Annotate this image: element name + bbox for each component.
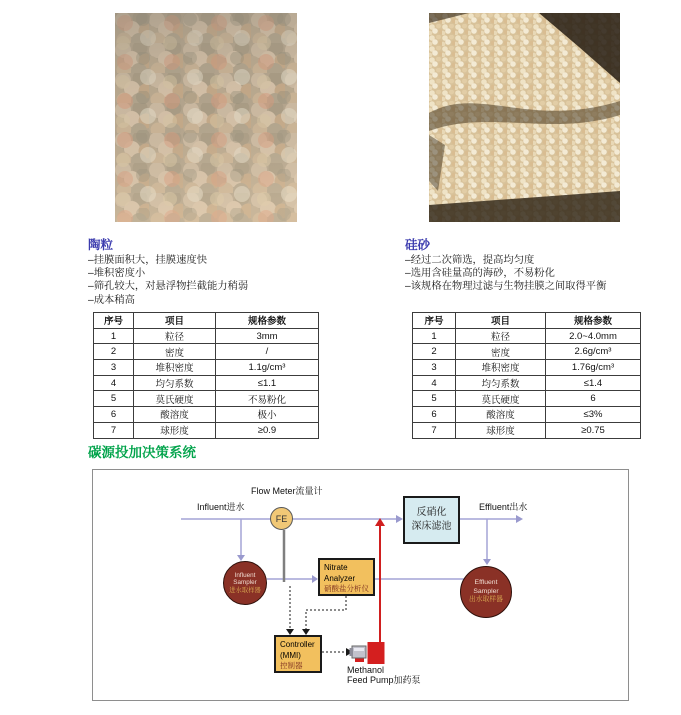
fe-text: FE [275,513,288,524]
analyzer-line-3: 硝酸盐分析仪 [324,584,369,593]
table-row: 6 酸溶度 ≤3% [413,407,641,423]
filter-line-1: 反硝化 [416,507,447,518]
denitrification-filter-box [403,496,460,544]
effluent-sampler-line-3: 出水取样器 [469,596,503,604]
ceramic-bullet-list [88,254,248,307]
col-header-item: 项目 [134,313,216,329]
table-row: 5 莫氏硬度 不易粉化 [94,391,319,407]
bullet-line: –挂膜面积大，挂膜速度快 [88,255,207,266]
silica-sand-photo [429,13,620,222]
effluent-sampler-node [460,566,512,618]
table-row: 5 莫氏硬度 6 [413,391,641,407]
ceramic-spec-table [93,312,319,439]
methanol-label-line-1: Methanol [347,665,385,675]
nitrate-analyzer-box [318,558,375,596]
table-row: 3 堆积密度 1.1g/cm³ [94,360,319,376]
bullet-line: –选用含硅量高的海砂，不易粉化 [405,268,555,280]
filter-line-2: 深床滤池 [411,521,452,532]
col-header-index: 序号 [94,313,134,329]
methanol-pump-label [347,665,421,685]
table-header-row [94,313,319,329]
table-row: 3 堆积密度 1.76g/cm³ [413,360,641,376]
col-header-index: 序号 [413,313,456,329]
bullet-line: –筛孔较大，对悬浮物拦截能力稍弱 [88,281,249,293]
col-header-spec: 规格参数 [546,313,641,329]
ceramic-title: 陶粒 [88,238,114,252]
controller-line-3: 控制器 [280,661,303,670]
col-header-spec: 规格参数 [216,313,319,329]
silica-title: 硅砂 [405,238,431,252]
section-title-carbon-dosing: 碳源投加决策系统 [88,445,196,460]
influent-sampler-line-2: Sampler [233,579,257,587]
table-header-row [413,313,641,329]
methanol-pump-icon [350,642,385,664]
methanol-label-line-2: Feed Pump加药泵 [347,675,421,685]
silica-spec-table [412,312,641,439]
silica-bullet-list [405,254,606,294]
ceramic-particles-photo [115,13,297,222]
influent-label: Influent进水 [197,502,245,512]
table-row: 2 密度 / [94,344,319,360]
effluent-sampler-line-1: Effluent [474,579,498,587]
controller-box [274,635,322,673]
controller-line-2: (MMI) [280,650,301,660]
table-row: 1 粒径 3mm [94,328,319,344]
controller-line-1: Controller [280,640,315,649]
bullet-line: –成本稍高 [88,294,135,306]
analyzer-line-2: Analyzer [324,573,356,583]
methanol-feed-line [375,518,385,643]
table-row: 4 均匀系数 ≤1.4 [413,375,641,391]
bullet-line: –该规格在物理过滤与生物挂膜之间取得平衡 [405,281,607,293]
influent-sampler-node [223,561,267,605]
effluent-sampler-line-2: Sampler [473,587,499,595]
table-row: 7 球形度 ≥0.9 [94,422,319,438]
flow-meter-label: Flow Meter流量计 [251,486,323,496]
col-header-item: 项目 [456,313,546,329]
carbon-dosing-flow-diagram [92,469,629,701]
table-row: 1 粒径 2.0~4.0mm [413,328,641,344]
table-row: 4 均匀系数 ≤1.1 [94,375,319,391]
table-row: 6 酸溶度 极小 [94,407,319,423]
table-row: 7 球形度 ≥0.75 [413,422,641,438]
bullet-line: –堆积密度小 [88,268,146,280]
influent-sampler-line-3: 进水取样器 [229,586,261,594]
effluent-label: Effluent出水 [479,502,528,512]
analyzer-line-1: Nitrate [324,563,348,572]
table-row: 2 密度 2.6g/cm³ [413,344,641,360]
bullet-line: –经过二次筛选，提高均匀度 [405,255,535,266]
flow-meter-fe-symbol [270,507,293,530]
influent-sampler-line-1: Influent [234,571,256,579]
